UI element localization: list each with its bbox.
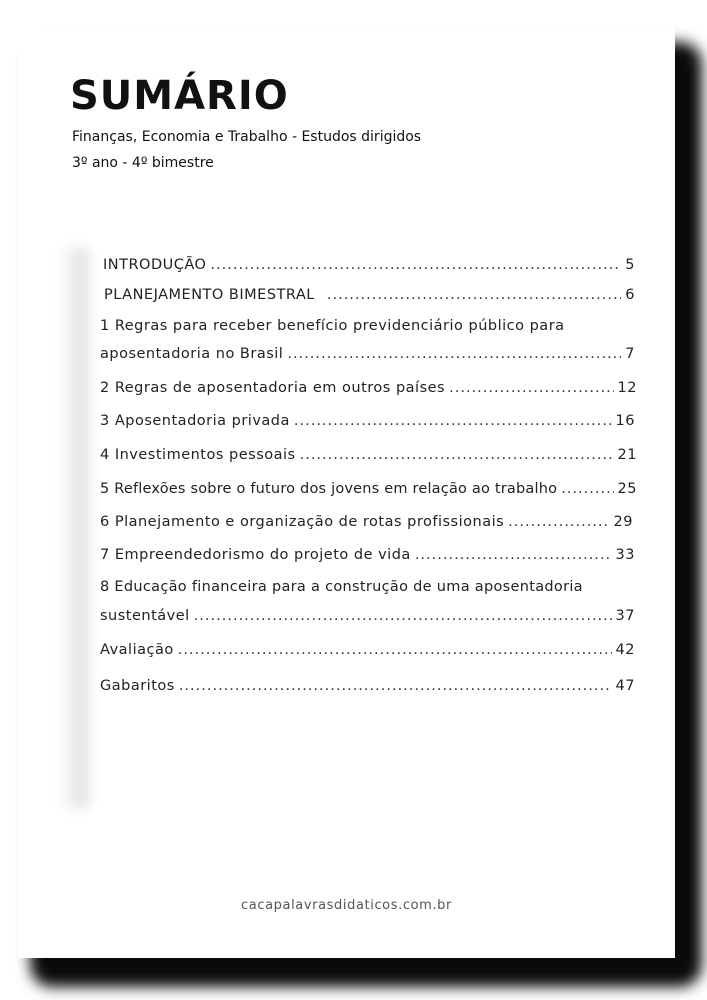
toc-page-number: 12 [617,380,637,396]
toc-page-number: 16 [615,413,635,429]
toc-page-number: 29 [613,514,633,530]
subtitle-grade: 3º ano - 4º bimestre [72,155,214,171]
toc-leader-dots [294,413,612,429]
document-page [18,28,675,958]
footer-website[interactable]: cacapalavrasdidaticos.com.br [241,898,452,913]
toc-entry-title: Avaliação [100,642,174,658]
toc-leader-dots [561,481,613,497]
toc-leader-dots [415,547,612,563]
toc-entry-title: INTRODUÇÃO [103,257,207,273]
toc-entry-title: 5 Reflexões sobre o futuro dos jovens em relação ao trabalho [100,481,558,497]
toc-page-number: 5 [625,257,635,273]
toc-leader-dots [179,678,612,694]
toc-entry-title: 6 Planejamento e organização de rotas profissionais [100,514,505,530]
toc-entry[interactable] [100,413,635,429]
toc-entry-title: 4 Investimentos pessoais [100,447,296,463]
toc-entry[interactable] [100,481,637,497]
toc-entry[interactable] [104,287,635,303]
toc-leader-dots [210,257,621,273]
toc-page-number: 25 [617,481,637,497]
toc-leader-dots [300,447,614,463]
subtitle-course: Finanças, Economia e Trabalho - Estudos dirigidos [72,129,422,145]
toc-entry[interactable] [100,547,635,563]
toc-entry-title: aposentadoria no Brasil [100,346,284,362]
toc-page-number: 7 [625,346,635,362]
toc-entry-title: 2 Regras de aposentadoria em outros países [100,380,446,396]
toc-entry-title: 3 Aposentadoria privada [100,413,290,429]
toc-leader-dots [287,346,621,362]
toc-page-number: 21 [617,447,637,463]
toc-page-number: 37 [615,608,635,624]
toc-leader-dots [178,642,612,658]
toc-entry[interactable] [103,257,635,273]
table-of-contents [18,28,675,958]
toc-leader-dots [327,287,621,303]
toc-entry[interactable] [100,447,637,463]
toc-page-number: 42 [615,642,635,658]
toc-entry[interactable] [100,380,637,396]
toc-entry[interactable] [100,514,633,530]
toc-entry-title: sustentável [100,608,190,624]
toc-entry-title-line[interactable]: 1 Regras para receber benefício previdenciário público para [100,318,565,334]
toc-page-number: 33 [615,547,635,563]
toc-leader-dots [508,514,609,530]
toc-entry[interactable] [100,642,635,658]
toc-leader-dots [194,608,612,624]
toc-page-number: 47 [615,678,635,694]
toc-entry-title: Gabaritos [100,678,175,694]
toc-entry[interactable] [100,346,635,362]
toc-entry[interactable] [100,608,635,624]
toc-entry[interactable] [100,678,635,694]
toc-entry-title-line[interactable]: 8 Educação financeira para a construção de uma aposentadoria [100,579,583,595]
toc-entry-title: PLANEJAMENTO BIMESTRAL [104,287,315,303]
toc-page-number: 6 [625,287,635,303]
toc-entry-title: 7 Empreendedorismo do projeto de vida [100,547,411,563]
page-title: SUMÁRIO [70,73,289,119]
toc-leader-dots [449,380,613,396]
